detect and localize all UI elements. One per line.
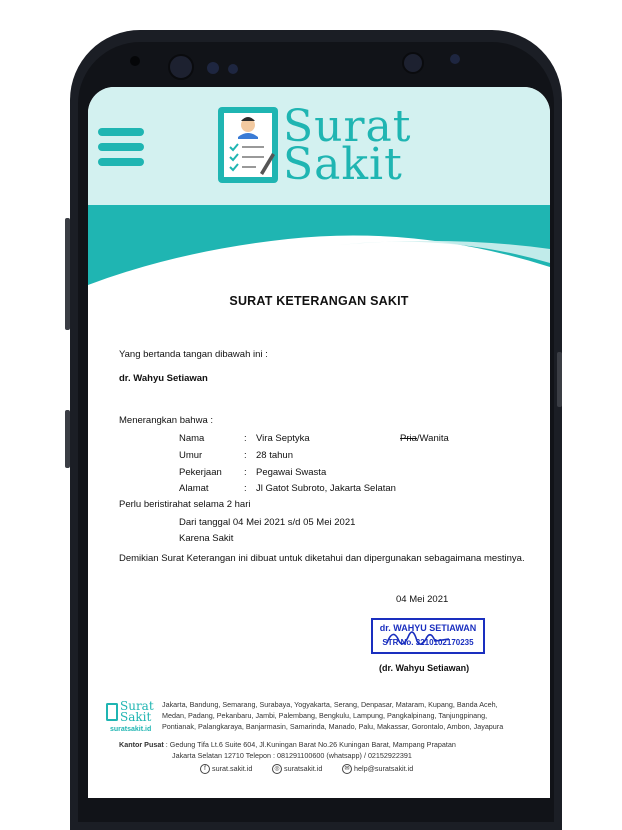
signature-icon (383, 623, 453, 653)
field-value: 28 tahun (256, 450, 293, 461)
brand-name-line2: Sakit (283, 139, 403, 190)
field-label: Alamat (179, 483, 209, 494)
sensor-icon (228, 64, 238, 74)
volume-button (65, 218, 70, 330)
footer-site[interactable]: suratsakit.id (110, 726, 152, 733)
instagram-icon: ◎ (272, 764, 282, 774)
email-link[interactable] (342, 764, 413, 774)
field-label: Nama (179, 433, 205, 444)
office-address (119, 740, 456, 749)
instagram-link[interactable] (272, 764, 322, 774)
cities-line: Pontianak, Palangkaraya, Banjarmasin, Samarinda, Manado, Palu, Makassar, Gorontalo, Ambon, Jayapura (162, 722, 504, 731)
footer-brand-line1: Surat (120, 699, 154, 713)
menerangkan-text: Menerangkan bahwa : (119, 415, 214, 426)
brand-name-line1: Surat (283, 101, 412, 152)
signature-name: (dr. Wahyu Setiawan) (379, 663, 470, 673)
field-value: Vira Septyka (256, 433, 310, 444)
gender-selected: /Wanita (416, 433, 449, 444)
office-address-line1: : Gedung Tifa Lt.6 Suite 604, Jl.Kuningan Barat No.26 Kuningan Barat, Mampang Prapatan (165, 740, 456, 749)
office-address-line2: Jakarta Selatan 12710 Telepon : 081291100600 (whatsapp) / 02152922391 (172, 751, 412, 760)
cities-line: Jakarta, Bandung, Semarang, Surabaya, Yogyakarta, Serang, Denpasar, Mataram, Kupang, Banda Aceh, (162, 700, 498, 709)
field-separator: : (244, 433, 247, 444)
field-separator: : (244, 483, 247, 494)
footer-brand-line2: Sakit (120, 710, 152, 724)
gender-struck: Pria (400, 433, 417, 444)
front-camera-icon (168, 54, 194, 80)
stamp-id: STR No. 3210102170235 (382, 638, 474, 647)
email-icon: ✉ (342, 764, 352, 774)
email-address: help@suratsakit.id (354, 764, 414, 773)
sensor-icon (207, 62, 219, 74)
field-label: Umur (179, 450, 203, 461)
clipboard-logo-icon (106, 703, 118, 721)
field-separator: : (244, 450, 247, 461)
reason-text: Karena Sakit (179, 533, 234, 544)
phone-screen (88, 87, 550, 798)
doctor-name: dr. Wahyu Setiawan (119, 373, 208, 384)
office-label: Kantor Pusat (119, 740, 164, 749)
cities-line: Medan, Padang, Pekanbaru, Jambi, Palembang, Bengkulu, Lampung, Pangkalpinang, Tanjungpinang, (162, 711, 488, 720)
rest-period: Dari tanggal 04 Mei 2021 s/d 05 Mei 2021 (179, 517, 356, 528)
iris-camera-icon (402, 52, 424, 74)
field-value: Pegawai Swasta (256, 467, 327, 478)
field-value: Jl Gatot Subroto, Jakarta Selatan (256, 483, 396, 494)
sensor-icon (130, 56, 140, 66)
stamp-name: dr. WAHYU SETIAWAN (379, 623, 477, 633)
rest-duration: Perlu beristirahat selama 2 hari (119, 499, 251, 510)
instagram-handle: suratsakit.id (284, 764, 323, 773)
closing-text: Demikian Surat Keterangan ini dibuat untuk diketahui dan dipergunakan sebagaimana mestinya. (119, 553, 525, 564)
document-title: SURAT KETERANGAN SAKIT (229, 294, 409, 308)
facebook-icon: f (200, 764, 210, 774)
sensor-icon (450, 54, 460, 64)
gender-field (400, 433, 449, 444)
intro-text: Yang bertanda tangan dibawah ini : (119, 349, 268, 360)
facebook-handle: surat.sakit.id (212, 764, 253, 773)
letter-date: 04 Mei 2021 (396, 594, 449, 605)
power-button (557, 352, 562, 407)
sick-letter-document (88, 87, 550, 798)
facebook-link[interactable] (200, 764, 252, 774)
side-key (65, 410, 70, 468)
field-separator: : (244, 467, 247, 478)
field-label: Pekerjaan (179, 467, 222, 478)
